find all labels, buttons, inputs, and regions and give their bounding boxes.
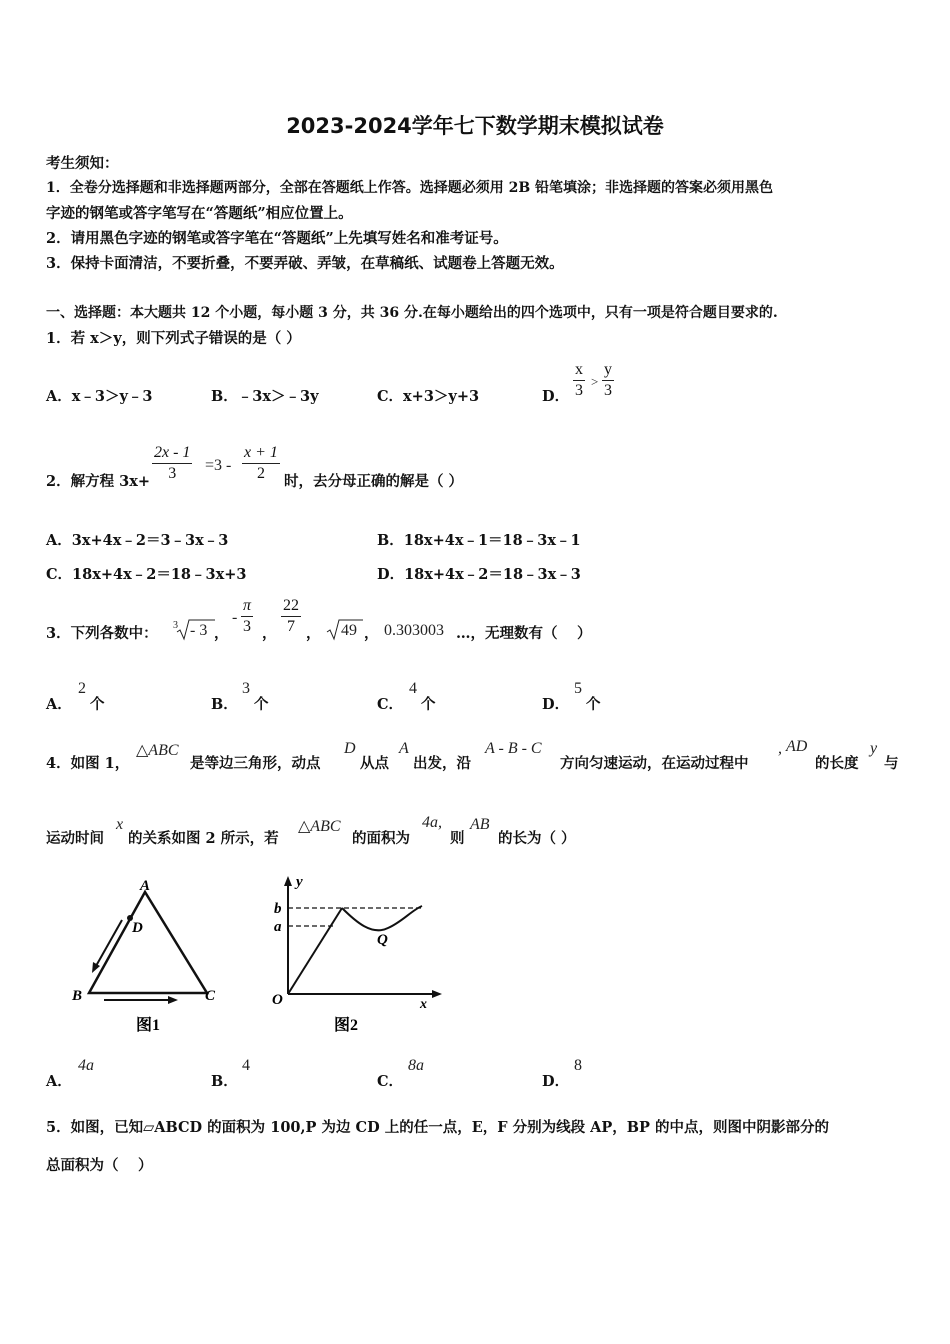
q2-option-c: C．18x+4x﹣2＝18﹣3x+3 [46,566,247,583]
q1-option-d-fraction-x: x 3 [575,361,583,399]
q3-comma-1: ， [214,625,229,642]
q3-neg-sign: - [232,609,238,626]
fig2-label-a: a [274,919,282,935]
page-title: 2023-2024学年七下数学期末模拟试卷 [286,114,664,138]
q4-figure-1 [64,870,244,1040]
fig2-label-b: b [274,901,282,917]
q1-option-d-label: D． [542,388,570,405]
q4-text-5: 方向匀速运动，在运动过程中 [560,755,749,772]
q4-figure-2 [264,870,454,1040]
q3-option-c-label: C． [377,696,404,713]
q4-line2-triangle: △ABC [298,818,341,835]
q4-text-6: 的长度 [815,755,859,772]
q4-option-d-value: 8 [574,1057,582,1074]
q3-option-c-value: 4 [409,680,417,697]
q4-line2-text-2: 的关系如图 2 所示，若 [128,830,279,847]
q4-option-c-value: 8a [408,1057,424,1074]
q1-option-d-fraction-y: y 3 [604,361,612,399]
q4-point-a: A [399,740,409,757]
q3-comma-3: ， [306,625,321,642]
q1-stem: 1．若 x＞y，则下列式子错误的是（ ） [46,330,301,347]
q1-option-b: B．﹣3x＞﹣3y [211,388,319,405]
q3-sqrt-radicand: 49 [341,622,357,639]
q1-option-d-gt: > [591,374,599,389]
q4-ab: AB [470,816,490,833]
q4-text-1: 4．如图 1， [46,755,130,772]
q4-line2-text-1: 运动时间 [46,830,104,847]
q3-option-d-value: 5 [574,680,582,697]
q4-text-4: 出发，沿 [413,755,471,772]
notice-item-1-line-1: 1．全卷分选择题和非选择题两部分，全部在答题纸上作答。选择题必须用 2B 铅笔填涂；非选择题的答案必须用黑色 [46,180,774,196]
section-1-heading: 一、选择题：本大题共 12 个小题，每小题 3 分，共 36 分.在每小题给出的四个选项中，只有一项是符合题目要求的. [46,305,778,321]
q3-cbrt-index: 3 [173,620,178,631]
q4-text-2: 是等边三角形，动点 [190,755,321,772]
q4-text-3: 从点 [360,755,389,772]
q3-prefix: 3．下列各数中： [46,625,158,642]
q3-suffix: …，无理数有（ ） [456,625,592,642]
fig1-caption: 图1 [136,1017,161,1034]
q4-x: x [116,816,124,833]
q4-option-b-label: B． [211,1073,238,1090]
notice-item-3: 3．保持卡面清洁，不要折叠，不要弄破、弄皱，在草稿纸、试题卷上答题无效。 [46,255,564,272]
fig2-label-o: O [272,992,283,1008]
q3-fraction-22-7: 22 7 [283,597,299,635]
q3-option-c-unit: 个 [421,696,436,713]
q1-option-a: A．x﹣3＞y﹣3 [46,388,153,405]
q3-option-b-value: 3 [242,680,250,697]
q3-decimal: 0.303003 [384,622,444,639]
notice-item-1-line-2: 字迹的钢笔或答字笔写在“答题纸”相应位置上。 [46,205,353,222]
q4-option-a-label: A． [46,1073,72,1090]
equilateral-triangle [89,892,207,993]
q3-fraction-pi: π 3 [243,597,252,635]
q3-option-a-value: 2 [78,680,86,697]
q4-y: y [870,740,878,757]
q4-line2-text-5: 的长为（ ） [498,830,576,847]
q4-option-a-value: 4a [78,1057,94,1074]
q4-option-d-label: D． [542,1073,570,1090]
q2-option-d: D．18x+4x﹣2＝18﹣3x﹣3 [377,566,581,583]
q4-text-7: 与 [884,755,899,772]
fig2-label-y: y [296,874,303,890]
q4-comma: , [778,740,782,757]
q3-option-a-label: A． [46,696,72,713]
q3-option-b-label: B． [211,696,238,713]
q4-option-b-value: 4 [242,1057,250,1074]
q3-cbrt-radicand: - 3 [190,622,208,639]
fig2-label-x: x [420,997,427,1012]
q3-option-d-label: D． [542,696,570,713]
fig1-label-d: D [132,920,143,936]
q3-option-d-unit: 个 [586,696,601,713]
fig1-label-c: C [205,988,216,1004]
q4-ad: AD [786,738,808,755]
q4-line2-text-3: 的面积为 [352,830,410,847]
notice-heading: 考生须知： [46,155,119,172]
q4-point-d: D [344,740,356,757]
q4-path: A - B - C [485,740,542,757]
q2-equals: =3 - [205,457,232,474]
fig1-label-b: B [72,988,83,1004]
q3-comma-4: ， [364,625,379,642]
q5-line-1: 5．如图，已知▱ABCD 的面积为 100,P 为边 CD 上的任一点，E，F 分别为线段 AP，BP 的中点，则图中阴影部分的 [46,1119,830,1136]
q3-option-a-unit: 个 [90,696,105,713]
q2-prefix: 2．解方程 3x+ [46,473,151,490]
fig2-label-q: Q [377,932,388,948]
q2-fraction-1: 2x - 1 3 [154,444,191,482]
q4-triangle-abc: △ABC [136,742,179,759]
q2-fraction-2: x + 1 2 [244,444,278,482]
notice-item-2: 2．请用黑色字迹的钢笔或答字笔在“答题纸”上先填写姓名和准考证号。 [46,230,508,247]
q2-suffix: 时，去分母正确的解是（ ） [284,473,464,490]
q4-option-c-label: C． [377,1073,404,1090]
q1-option-c: C．x+3＞y+3 [377,388,480,405]
q4-area: 4a, [422,814,442,831]
q5-line-2: 总面积为（ ） [46,1157,153,1174]
q2-option-b: B．18x+4x﹣1＝18﹣3x﹣1 [377,532,581,549]
q3-comma-2: ， [262,625,277,642]
q4-line2-text-4: 则 [450,830,465,847]
q2-option-a: A．3x+4x﹣2＝3﹣3x﹣3 [46,532,229,549]
fig1-label-a: A [140,878,151,894]
q3-option-b-unit: 个 [254,696,269,713]
fig2-caption: 图2 [334,1017,359,1034]
